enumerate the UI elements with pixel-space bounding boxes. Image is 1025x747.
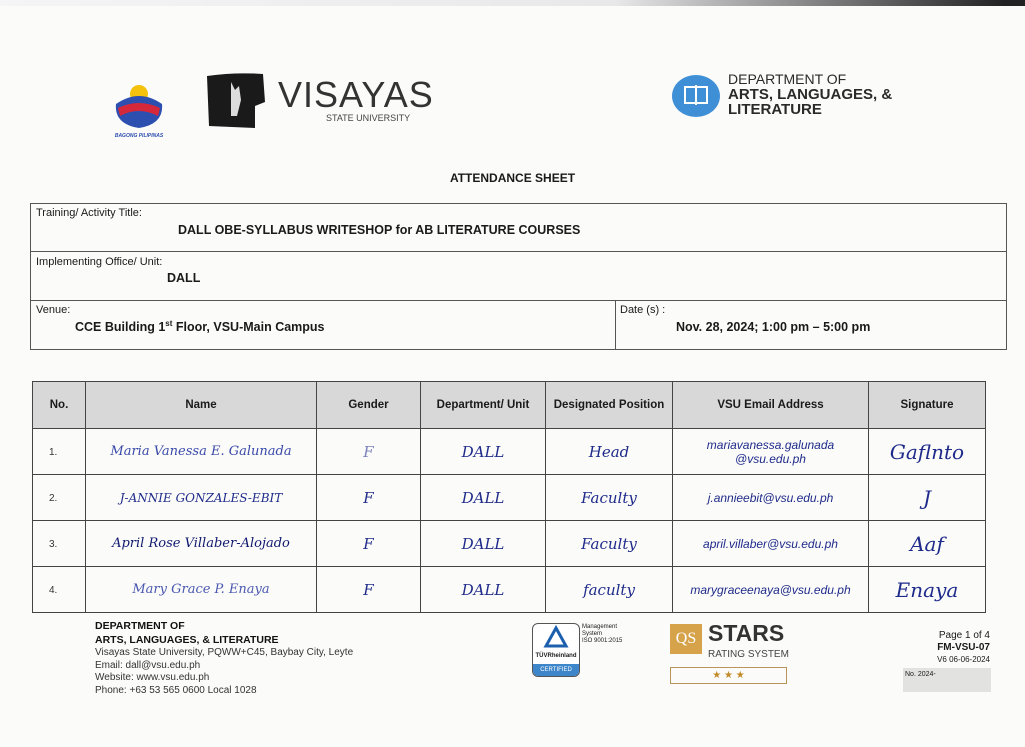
row-name: J-ANNIE GONZALES-EBIT: [86, 475, 317, 521]
row-position: faculty: [546, 567, 673, 613]
bagong-pilipinas-logo: BAGONG PILIPINAS: [108, 78, 170, 136]
venue-label: Venue:: [36, 304, 71, 316]
row-dept: DALL: [421, 567, 546, 613]
table-row: [33, 429, 986, 475]
table-row: [33, 475, 986, 521]
row-gender: F: [317, 567, 421, 613]
row-name: Maria Vanessa E. Galunada: [86, 429, 317, 475]
row-email: mariavanessa.galunada @vsu.edu.ph: [673, 429, 869, 475]
col-position: Designated Position: [546, 382, 673, 429]
row-no: 4.: [33, 567, 86, 613]
attendance-table: [32, 381, 986, 613]
row-gender: F: [317, 475, 421, 521]
document-number: No. 2024-: [903, 668, 991, 692]
col-email: VSU Email Address: [673, 382, 869, 429]
col-department: Department/ Unit: [421, 382, 546, 429]
row-signature: J: [869, 475, 986, 521]
col-signature: Signature: [869, 382, 986, 429]
office-label: Implementing Office/ Unit:: [36, 256, 163, 268]
row-signature: Aaf: [869, 521, 986, 567]
vsu-wordmark-sub: STATE UNIVERSITY: [326, 113, 411, 123]
col-no: No.: [33, 382, 86, 429]
dall-logo-text: DEPARTMENT OF ARTS, LANGUAGES, & LITERATURE: [728, 71, 893, 118]
row-dept: DALL: [421, 475, 546, 521]
row-position: Head: [546, 429, 673, 475]
vsu-logo-mark: [205, 72, 268, 130]
row-no: 2.: [33, 475, 86, 521]
row-dept: DALL: [421, 429, 546, 475]
dall-logo-icon: [672, 75, 720, 117]
row-gender: F: [317, 521, 421, 567]
activity-title-value: DALL OBE-SYLLABUS WRITESHOP for AB LITERATURE COURSES: [178, 223, 581, 237]
row-name: April Rose Villaber-Alojado: [86, 521, 317, 567]
qs-star-rating: ★ ★ ★: [670, 667, 787, 684]
row-no: 1.: [33, 429, 86, 475]
footer-contact: DEPARTMENT OF ARTS, LANGUAGES, & LITERATURE Visayas State University, PQWW+C45, Baybay City, Leyte Email: dall@vsu.edu.ph Website: www.vsu.edu.ph Phone: +63 53 565 0600 Local 1028: [95, 620, 354, 696]
row-email: j.annieebit@vsu.edu.ph: [673, 475, 869, 521]
row-dept: DALL: [421, 521, 546, 567]
row-no: 3.: [33, 521, 86, 567]
activity-title-label: Training/ Activity Title:: [36, 207, 142, 219]
iso-text: Management System ISO 9001:2015: [582, 624, 623, 644]
row-email: april.villaber@vsu.edu.ph: [673, 521, 869, 567]
row-position: Faculty: [546, 475, 673, 521]
qs-stars-title: STARS: [708, 620, 785, 646]
row-signature: Gaflnto: [869, 429, 986, 475]
activity-info-box: [30, 203, 1007, 350]
date-label: Date (s) :: [620, 304, 666, 316]
qs-stars-sub: RATING SYSTEM: [708, 649, 789, 660]
col-gender: Gender: [317, 382, 421, 429]
venue-value: CCE Building 1st Floor, VSU-Main Campus: [75, 318, 325, 334]
col-name: Name: [86, 382, 317, 429]
date-value: Nov. 28, 2024; 1:00 pm – 5:00 pm: [676, 320, 871, 334]
vsu-wordmark: VISAYAS: [278, 74, 434, 115]
tuv-certified-badge: TÜVRheinland CERTIFIED: [532, 623, 580, 677]
page-title: ATTENDANCE SHEET: [449, 171, 576, 185]
form-info: Page 1 of 4 FM-VSU-07 V6 06-06-2024: [937, 630, 990, 664]
row-name: Mary Grace P. Enaya: [86, 567, 317, 613]
office-value: DALL: [167, 271, 201, 285]
qs-logo: QS: [670, 624, 702, 654]
table-row: [33, 567, 986, 613]
table-header-row: [33, 382, 986, 429]
row-position: Faculty: [546, 521, 673, 567]
row-signature: Enaya: [869, 567, 986, 613]
row-gender: F: [317, 429, 421, 475]
tuv-triangle-icon: [533, 624, 579, 648]
scan-edge: [0, 0, 1025, 6]
table-row: [33, 521, 986, 567]
row-email: marygraceenaya@vsu.edu.ph: [673, 567, 869, 613]
